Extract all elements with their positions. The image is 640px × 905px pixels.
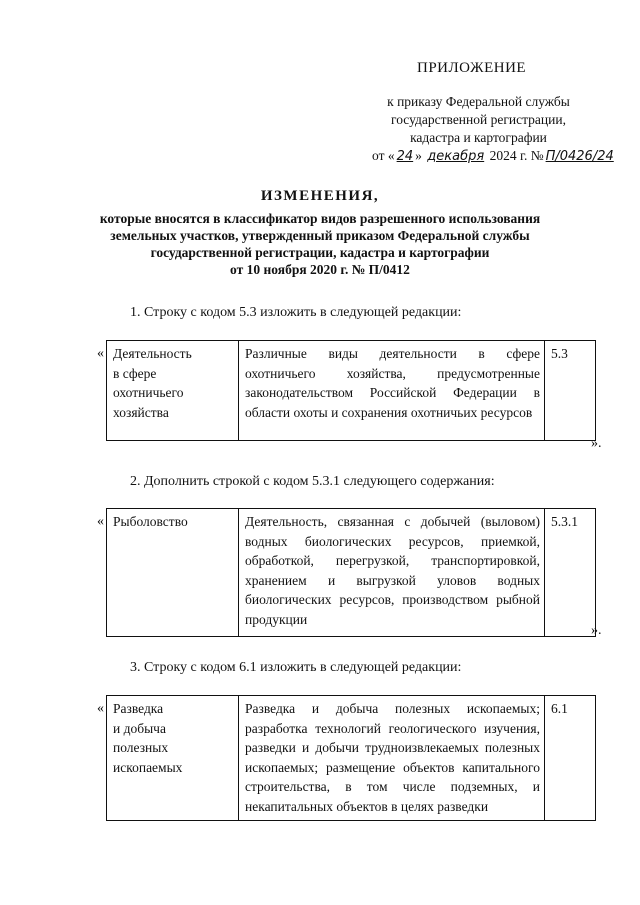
subtitle-line: земельных участков, утвержденный приказом Федеральной службы [110,228,530,243]
row-name-line: Разведка [113,701,164,716]
instruction-1: 1. Строку с кодом 5.3 изложить в следующей редакции: [130,305,462,320]
ref-number: П/0426/24 [545,149,614,164]
subtitle-line: от 10 ноября 2020 г. № П/0412 [230,262,410,277]
row-name-cell [107,509,239,637]
instruction-3: 3. Строку с кодом 6.1 изложить в следующей редакции: [130,660,462,675]
ref-year: 2024 г. № [489,148,544,163]
row-description-cell: Деятельность, связанная с добычей (выловом) водных биологических ресурсов, приемкой, обработкой, перегрузкой, транспортировкой, хранением и выгрузкой уловов водных биологических ресурсов, производством рыбной продукции [239,509,545,637]
row-name-line: хозяйства [113,404,169,420]
close-quote-2: ». [591,623,602,638]
ref-close-quote: » [415,148,422,163]
ref-date-line [372,147,614,166]
order-reference [366,93,614,166]
row-code-cell: 5.3.1 [545,509,596,637]
open-quote-1: « [97,346,104,361]
ref-line-2: государственной регистрации, [391,112,566,127]
row-name-line: полезных [113,740,169,755]
row-name-line: в сфере [113,365,157,381]
open-quote-3: « [97,701,104,716]
ref-from: от « [372,148,395,163]
ref-line-1: к приказу Федеральной службы [387,94,570,109]
row-name-cell [107,696,239,821]
row-name-line: Деятельность [113,346,192,361]
open-quote-2: « [97,514,104,529]
row-code-cell: 5.3 [545,341,596,441]
row-code-cell: 6.1 [545,696,596,821]
row-description-cell: Разведка и добыча полезных ископаемых; разработка технологий геологического изучения, разведки и добычи трудноизвлекаемых полезных ископаемых; размещение объектов капитального строительства, в том числе подземных, и некапитальных объектов в целях разведки [239,696,545,821]
close-quote-1: ». [591,436,602,451]
ref-month: декабря [427,149,485,164]
appendix-title: ПРИЛОЖЕНИЕ [417,60,527,76]
classifier-row-6-1 [106,695,596,821]
classifier-row-5-3-1 [106,508,596,637]
document-title: ИЗМЕНЕНИЯ, [260,188,380,204]
ref-line-3: кадастра и картографии [410,130,547,145]
row-name-line: охотничьего [113,385,184,400]
row-name-line: Рыболовство [113,514,188,529]
subtitle-line: государственной регистрации, кадастра и картографии [150,245,490,260]
instruction-2: 2. Дополнить строкой с кодом 5.3.1 следующего содержания: [130,474,495,489]
classifier-row-5-3 [106,340,596,441]
subtitle-line: которые вносятся в классификатор видов разрешенного использования [99,211,541,226]
row-description-cell: Различные виды деятельности в сфере охотничьего хозяйства, предусмотренные законодательством Российской Федерации в области охоты и сохранения охотничьих ресурсов [239,341,545,441]
row-name-line: ископаемых [113,759,183,775]
row-name-cell [107,341,239,441]
ref-day: 24 [396,149,414,164]
row-name-line: и добыча [113,720,166,736]
document-subtitle [60,210,580,278]
